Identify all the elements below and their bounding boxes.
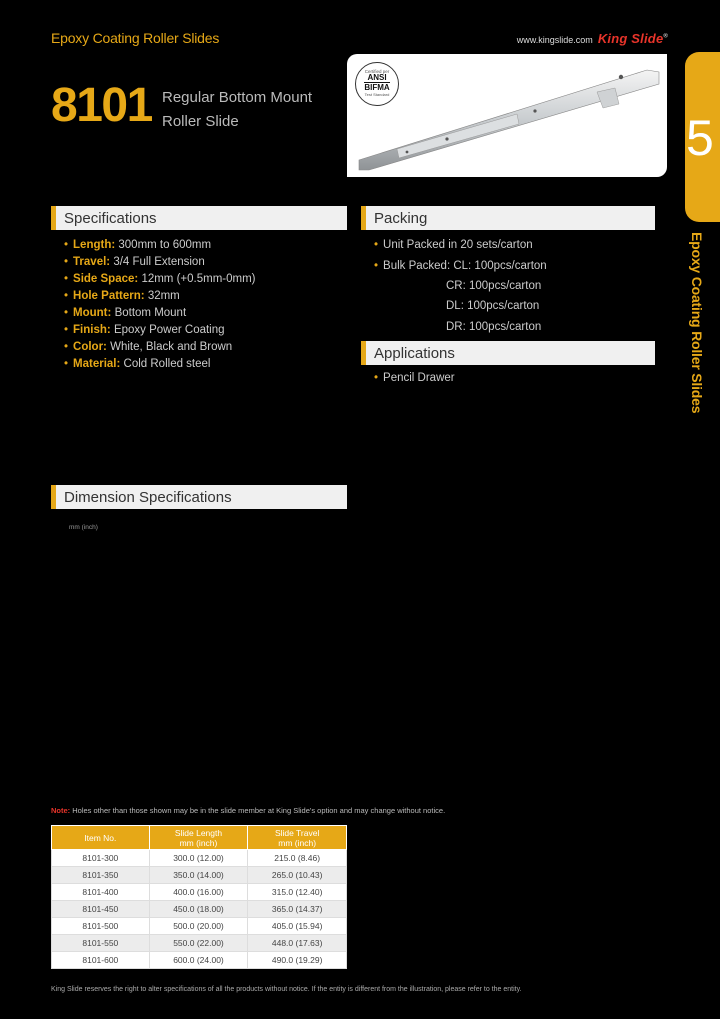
model-desc-line1: Regular Bottom Mount <box>162 89 313 106</box>
slide-illustration <box>347 54 667 177</box>
dimension-heading: Dimension Specifications <box>51 485 347 509</box>
packing-dr: DR: 100pcs/carton <box>446 321 542 333</box>
model-description <box>162 86 312 134</box>
brand-logo: King Slide® <box>597 31 668 46</box>
packing-dl: DL: 100pcs/carton <box>446 300 540 312</box>
th-item-no: Item No. <box>52 826 150 850</box>
spec-item: • Material: Cold Rolled steel <box>64 356 256 373</box>
table-header-row <box>52 826 347 850</box>
applications-heading: Applications <box>361 341 655 365</box>
table-row: 8101-550 550.0 (22.00) 448.0 (17.63) <box>52 935 347 952</box>
table-row: 8101-450 450.0 (18.00) 365.0 (14.37) <box>52 901 347 918</box>
packing-unit: • Unit Packed in 20 sets/carton <box>374 235 547 256</box>
spec-item: • Finish: Epoxy Power Coating <box>64 322 256 339</box>
header-title: Epoxy Coating Roller Slides <box>51 30 220 46</box>
chapter-number: 5 <box>686 110 714 166</box>
application-item: • Pencil Drawer <box>374 372 455 384</box>
packing-heading: Packing <box>361 206 655 230</box>
packing-list <box>374 235 547 276</box>
product-image <box>347 54 667 177</box>
th-slide-travel: Slide Travel mm (inch) <box>248 826 347 850</box>
packing-cr: CR: 100pcs/carton <box>446 280 542 292</box>
model-desc-line2: Roller Slide <box>162 113 239 130</box>
table-row: 8101-600 600.0 (24.00) 490.0 (19.29) <box>52 952 347 969</box>
header-brand-area <box>517 31 668 46</box>
certification-badge: Certified per ANSI BIFMA Test Standard <box>355 62 399 106</box>
website-url[interactable]: www.kingslide.com <box>516 35 593 45</box>
spec-item: • Mount: Bottom Mount <box>64 305 256 322</box>
th-slide-length: Slide Length mm (inch) <box>149 826 248 850</box>
applications-list <box>374 372 455 384</box>
table-row: 8101-300 300.0 (12.00) 215.0 (8.46) <box>52 850 347 867</box>
spec-item: • Hole Pattern: 32mm <box>64 288 256 305</box>
spec-item: • Travel: 3/4 Full Extension <box>64 254 256 271</box>
specifications-list <box>64 237 256 373</box>
table-row: 8101-400 400.0 (16.00) 315.0 (12.40) <box>52 884 347 901</box>
table-row: 8101-350 350.0 (14.00) 265.0 (10.43) <box>52 867 347 884</box>
spec-item: • Length: 300mm to 600mm <box>64 237 256 254</box>
spec-item: • Side Space: 12mm (+0.5mm-0mm) <box>64 271 256 288</box>
chapter-label: Epoxy Coating Roller Slides <box>689 232 705 414</box>
note-text: Note: Holes other than those shown may be in the slide member at King Slide's option and may change without notice. <box>51 806 446 815</box>
spec-item: • Color: White, Black and Brown <box>64 339 256 356</box>
unit-note: mm (inch) <box>69 524 98 531</box>
footer-disclaimer: King Slide reserves the right to alter specifications of all the products without notice. If the entity is different from the illustration, please refer to the entity. <box>51 986 522 993</box>
specifications-heading: Specifications <box>51 206 347 230</box>
model-number: 8101 <box>51 79 152 132</box>
packing-bulk: • Bulk Packed: CL: 100pcs/carton <box>374 256 547 277</box>
table-row: 8101-500 500.0 (20.00) 405.0 (15.94) <box>52 918 347 935</box>
dimension-table <box>51 825 347 969</box>
